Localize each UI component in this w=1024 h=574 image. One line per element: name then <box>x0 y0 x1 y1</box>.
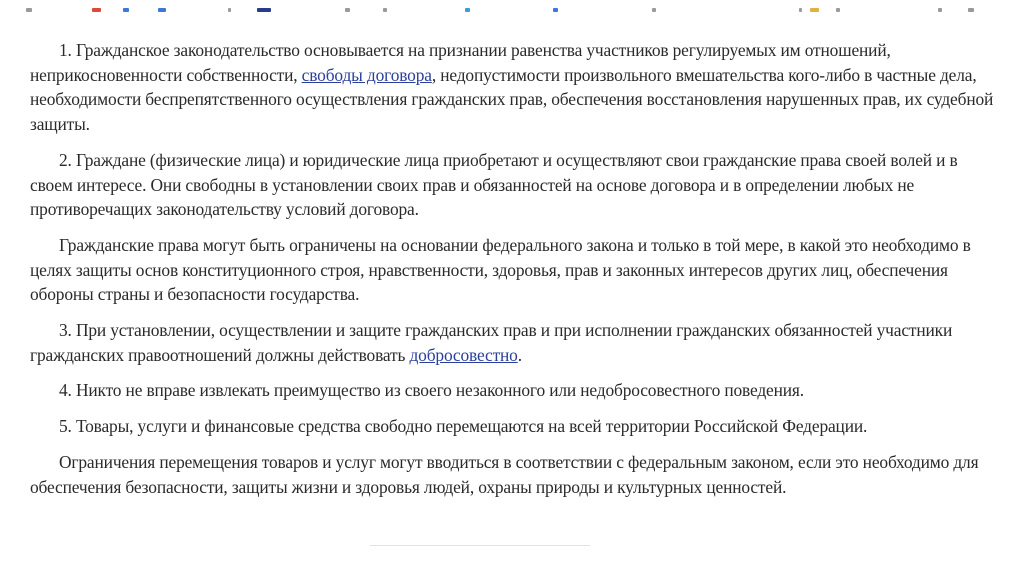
bottom-divider <box>370 545 590 546</box>
paragraph-3 <box>30 318 1002 367</box>
toolbar-icon-fragment <box>92 8 101 12</box>
browser-toolbar-remnant <box>0 0 1024 22</box>
paragraph-5-continued: Ограничения перемещения товаров и услуг могут вводиться в соответствии с федеральным законом, если это необходимо для обеспечения безопасности, защиты жизни и здоровья людей, охраны природы и культурных ценностей. <box>30 451 979 497</box>
toolbar-icon-fragment <box>652 8 656 12</box>
toolbar-icon-fragment <box>553 8 558 12</box>
good-faith-link[interactable]: добросовестно <box>409 344 518 365</box>
paragraph-4: 4. Никто не вправе извлекать преимущество из своего незаконного или недобросовестного поведения. <box>59 380 804 401</box>
toolbar-icon-fragment <box>968 8 974 12</box>
paragraph-2-continued: Гражданские права могут быть ограничены на основании федерального закона и только в той мере, в какой это необходимо в целях защиты основ конституционного строя, нравственности, здоровья, прав и законных интересов других лиц, обеспечения обороны страны и безопасности государства. <box>30 234 971 305</box>
toolbar-icon-fragment <box>228 8 231 12</box>
paragraph-3-text-start: 3. При установлении, осуществлении и защите гражданских прав и при исполнении гражданских обязанностей участники гражданских правоотношений должны действовать <box>30 320 953 365</box>
toolbar-icon-fragment <box>810 8 819 12</box>
freedom-of-contract-link[interactable]: свободы договора <box>301 64 432 85</box>
paragraph-1 <box>30 38 1002 137</box>
toolbar-icon-fragment <box>465 8 470 12</box>
toolbar-icon-fragment <box>383 8 387 12</box>
article-body <box>30 38 1002 510</box>
toolbar-icon-fragment <box>938 8 942 12</box>
paragraph-3-text-end: . <box>517 344 522 365</box>
paragraph-2: 2. Граждане (физические лица) и юридические лица приобретают и осуществляют свои гражданские права своей волей и в своем интересе. Они свободны в установлении своих прав и обязанностей на основе договора и в определении любых не противоречащих законодательству условий договора. <box>30 149 958 220</box>
toolbar-icon-fragment <box>257 8 271 12</box>
toolbar-icon-fragment <box>345 8 350 12</box>
paragraph-1-text-start: 1. Гражданское законодательство основывается на признании равенства участников регулируемых им отношений, неприкосновенности собственности, <box>30 40 891 85</box>
toolbar-icon-fragment <box>26 8 32 12</box>
toolbar-icon-fragment <box>836 8 840 12</box>
toolbar-icon-fragment <box>158 8 166 12</box>
paragraph-5: 5. Товары, услуги и финансовые средства свободно перемещаются на всей территории Российской Федерации. <box>59 416 868 437</box>
toolbar-icon-fragment <box>123 8 129 12</box>
paragraph-1-text-end: , недопустимости произвольного вмешательства кого-либо в частные дела, необходимости беспрепятственного осуществления гражданских прав, обеспечения восстановления нарушенных прав, их судебной защиты. <box>30 64 994 135</box>
toolbar-icon-fragment <box>799 8 802 12</box>
